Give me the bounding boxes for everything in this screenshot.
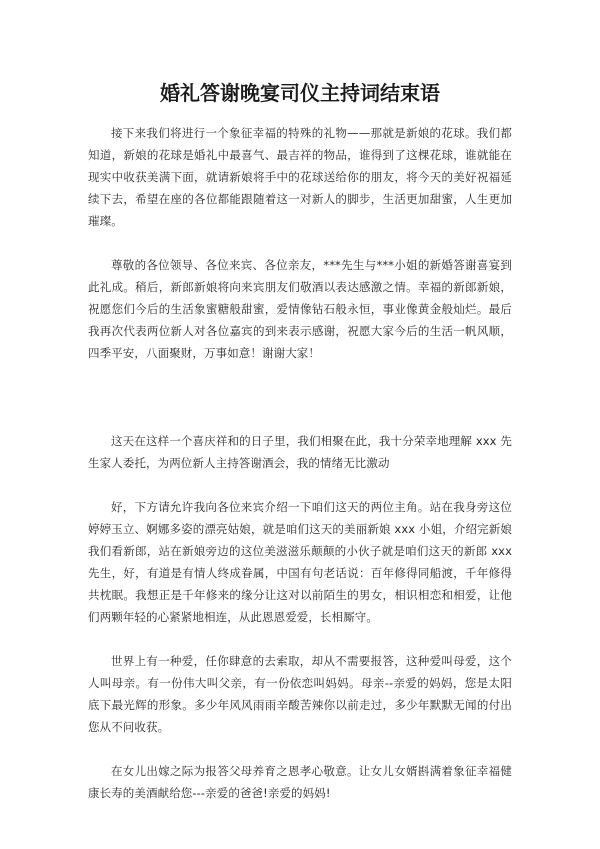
paragraph-toast-parents: 在女儿出嫁之际为报答父母养育之恩孝心敬意。让女儿女婿斟满着象征幸福健康长寿的美酒献给您---亲爱的爸爸!亲爱的妈妈! <box>88 764 512 800</box>
paragraph-opening: 这天在这样一个喜庆祥和的日子里，我们相聚在此，我十分荣幸地理解 xxx 先生家人委托，为两位新人主持答谢酒会，我的情绪无比激动 <box>88 434 512 470</box>
paragraph-spacer <box>88 738 512 760</box>
page-title: 婚礼答谢晚宴司仪主持词结束语 <box>160 81 440 105</box>
paragraph-closing-thanks: 尊敬的各位领导、各位来宾、各位亲友，***先生与***小姐的新婚答谢喜宴到此礼成。稍后，新郎新娘将向来宾朋友们敬酒以表达感激之情。幸福的新郎新娘，祝愿您们今后的生活象蜜糖般甜蜜，爱情像钻石般永恒，事业像黄金般灿烂。最后我再次代表两位新人对各位嘉宾的到来表示感谢，祝愿大家今后的生活一帆风顺，四季平安，八面聚财，万事如意！谢谢大家！ <box>88 258 512 360</box>
paragraph-bouquet: 接下来我们将进行一个象征幸福的特殊的礼物——那就是新娘的花球。我们都知道，新娘的花球是婚礼中最喜气、最吉祥的物品，谁得到了这棵花球，谁就能在现实中收获美满下面，就请新娘将手中的花球送给你的朋友，将今天的美好祝福延续下去，希望在座的各位都能跟随着这一对新人的脚步，生活更加甜蜜，人生更加璀璨。 <box>88 126 512 228</box>
paragraph-spacer <box>88 232 512 254</box>
paragraph-spacer <box>88 474 512 496</box>
paragraph-introduce-couple: 好，下方请允许我向各位来宾介绍一下咱们这天的两位主角。站在我身旁这位婷婷玉立、婀娜多姿的漂亮姑娘，就是咱们这天的美丽新娘 xxx 小姐，介绍完新娘我们看新郎，站在新娘旁边的这位美滋滋乐颠颠的小伙子就是咱们这天的新郎 xxx 先生，好，有道是有情人终成眷属，中国有句老话说：百年修得同船渡，千年修得共枕眠。我想正是千年修来的缘分让这对以前陌生的男女，相识相恋和相爱，让他们两颗年轻的心紧紧地相连，从此恩恩爱爱，长相厮守。 <box>88 500 512 624</box>
section-spacer <box>88 364 512 430</box>
document-body <box>88 122 512 804</box>
paragraph-mother-love: 世界上有一种爱，任你肆意的去索取，却从不需要报答，这种爱叫母爱，这个人叫母亲。有一份伟大叫父亲，有一份依恋叫妈妈。母亲--亲爱的妈妈，您是太阳底下最光辉的形象。多少年风风雨雨辛酸苦辣你以前走过，多少年默默无闻的付出您从不问收获。 <box>88 654 512 734</box>
paragraph-spacer <box>88 628 512 650</box>
